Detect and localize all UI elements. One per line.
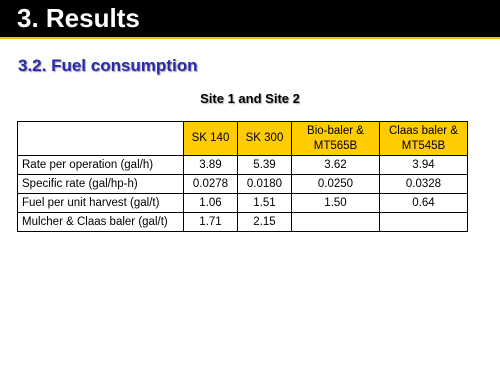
table-cell: 2.15 <box>238 213 292 232</box>
table-cell: 0.64 <box>380 194 468 213</box>
header-blank-cell <box>18 122 184 156</box>
table-cell <box>380 213 468 232</box>
table-cell: 1.71 <box>184 213 238 232</box>
header-sk300: SK 300 <box>238 122 292 156</box>
row-label: Fuel per unit harvest (gal/t) <box>18 194 184 213</box>
row-label: Rate per operation (gal/h) <box>18 156 184 175</box>
header-bio-baler: Bio-baler & MT565B <box>292 122 380 156</box>
table-cell: 0.0180 <box>238 175 292 194</box>
table-cell: 0.0250 <box>292 175 380 194</box>
table-cell: 3.62 <box>292 156 380 175</box>
table-cell: 5.39 <box>238 156 292 175</box>
title-underline <box>0 37 500 39</box>
table-row <box>18 213 468 232</box>
table-cell: 1.50 <box>292 194 380 213</box>
section-heading: 3.2. Fuel consumption <box>18 56 198 75</box>
row-label: Specific rate (gal/hp-h) <box>18 175 184 194</box>
table-cell: 0.0328 <box>380 175 468 194</box>
table-cell: 3.89 <box>184 156 238 175</box>
table-cell: 1.51 <box>238 194 292 213</box>
table-cell <box>292 213 380 232</box>
header-sk140: SK 140 <box>184 122 238 156</box>
table-row <box>18 175 468 194</box>
fuel-consumption-table <box>17 121 468 232</box>
table-cell: 1.06 <box>184 194 238 213</box>
title-bar <box>0 0 500 37</box>
table-cell: 3.94 <box>380 156 468 175</box>
header-claas-baler: Claas baler & MT545B <box>380 122 468 156</box>
row-label: Mulcher & Claas baler (gal/t) <box>18 213 184 232</box>
slide-title: 3. Results <box>17 3 140 33</box>
table-header-row <box>18 122 468 156</box>
table-row <box>18 194 468 213</box>
table-cell: 0.0278 <box>184 175 238 194</box>
table-row <box>18 156 468 175</box>
table-caption: Site 1 and Site 2 <box>200 91 300 106</box>
